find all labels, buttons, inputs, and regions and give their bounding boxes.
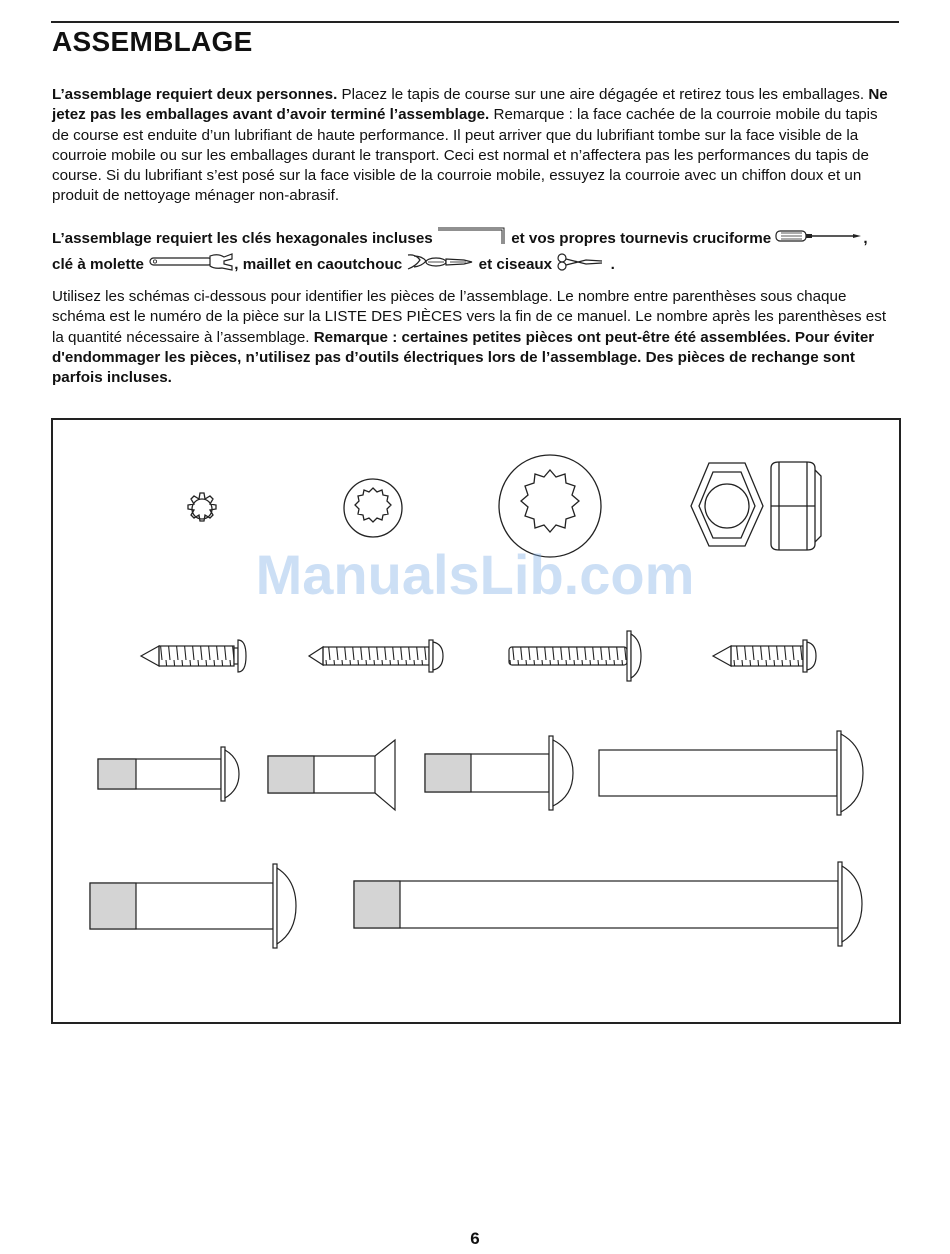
screwdriver-icon (775, 229, 863, 249)
scissors-icon (556, 253, 606, 277)
screw-pointed-1 (141, 640, 246, 672)
bolt-extra-long (354, 862, 862, 946)
lock-nut (771, 462, 821, 550)
bolt-flat-head (268, 740, 395, 810)
internal-star-washer-medium (344, 479, 402, 537)
tools-text-5: et ciseaux (478, 256, 553, 274)
page-title: ASSEMBLAGE (52, 26, 253, 57)
tools-text-3: clé à molette (52, 256, 145, 274)
top-rule (51, 21, 899, 23)
screw-blunt (509, 631, 641, 681)
bolt-large (90, 864, 296, 948)
parts-drawing (53, 420, 899, 1022)
intro-text-2: Remarque : la face cachée de la courroie mobile du tapis de course est enduite d’un lubrifiant de haute performance. Il peut arriver que du lubrifiant tombe sur la face visible de la courroie mobile ou sur les emballages durant le transport. Ceci est normal et n’affectera pas les performances du tapis de course. Si du lubrifiant s’est posé sur la face visible de la courroie mobile, essuyez la courroie avec un chiffon doux et un produit de nettoyage ménager non-abrasif. (52, 106, 878, 205)
bolt-medium (425, 736, 573, 810)
external-star-washer-small (188, 493, 216, 521)
parts-identification-chart (51, 418, 901, 1024)
tools-paragraph (52, 226, 896, 279)
intro-bold-2: Ne jetez pas les emballages avant d’avoir terminé l’assemblage. (52, 86, 888, 124)
hex-nut (691, 463, 763, 546)
screw-drill-point (309, 640, 443, 672)
instructions-paragraph (52, 287, 896, 388)
adjustable-wrench-icon (148, 253, 234, 277)
intro-bold-1: L’assemblage requiert deux personnes. (52, 86, 338, 103)
instructions-text-1: Utilisez les schémas ci-dessous pour identifier les pièces de l’assemblage. Le nombre entre parenthèses sous chaque schéma est le numéro de la pièce sur la LISTE DES PIÈCES vers la fin de ce manuel. Le nombre après les parenthèses est la quantité nécessaire à l’assemblage. (52, 288, 887, 346)
tools-text-4: , maillet en caoutchouc (234, 256, 403, 274)
tools-period: . (610, 256, 615, 274)
tools-text-2: et vos propres tournevis cruciforme (511, 230, 772, 248)
rubber-mallet-icon (406, 252, 474, 278)
tools-comma: , (863, 230, 868, 248)
screw-pointed-2 (713, 640, 816, 672)
bolt-short (98, 747, 239, 801)
page-number: 6 (470, 1229, 480, 1248)
instructions-bold-1: Remarque : certaines petites pièces ont peut-être été assemblées. Pour éviter d'endommager les pièces, n’utilisez pas d’outils électriques lors de l’assemblage. Des pièces de rechange sont parfois incluses. (52, 328, 875, 387)
bolt-long-unshaded (599, 731, 863, 815)
intro-paragraph (52, 85, 896, 207)
intro-text-1: Placez le tapis de course sur une aire dégagée et retirez tous les emballages. (337, 86, 869, 103)
hex-key-icon (437, 226, 507, 252)
tools-text-1: L’assemblage requiert les clés hexagonales incluses (52, 230, 433, 248)
watermark: ManualsLib.com (255, 543, 695, 606)
